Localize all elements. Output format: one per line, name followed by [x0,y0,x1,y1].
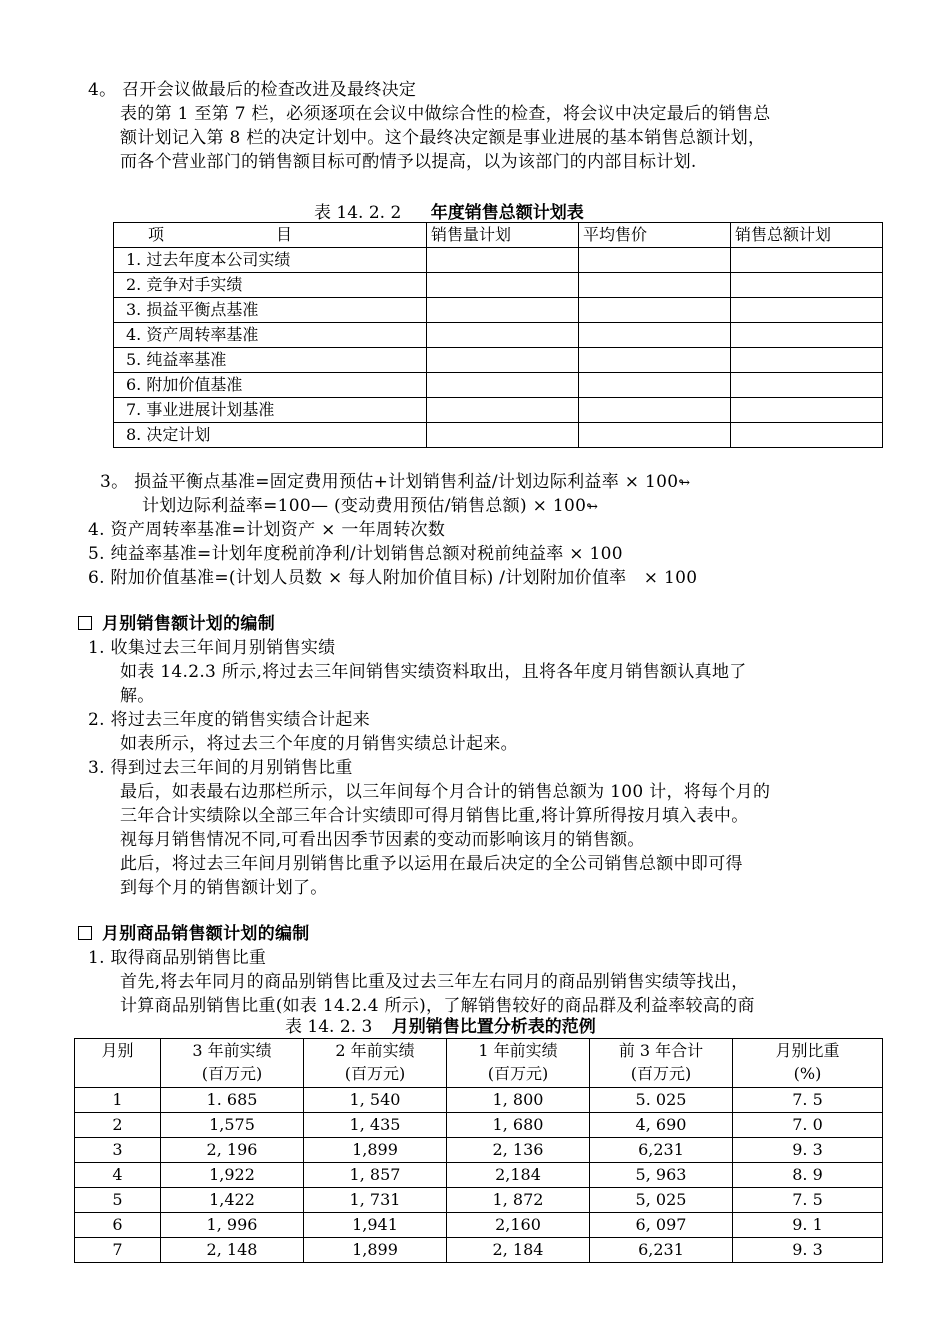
empty-cell [427,323,579,348]
table-header-row [114,223,883,248]
header-cell: 平均售价 [579,223,731,248]
formula-text: 计划边际利益率=100— (变动费用预估/销售总额) × 100 [142,496,587,516]
monthly-item-3-line: 三年合计实绩除以全部三年合计实绩即可得月销售比重,将计算所得按月填入表中。 [120,806,749,826]
row-label: 4. 资产周转率基准 [114,323,427,348]
monthly-heading-text: 月别销售额计划的编制 [102,614,275,634]
value-cell: 9. 1 [733,1213,883,1238]
monthly-item-1: 1. 收集过去三年间月别销售实绩 [88,638,336,658]
empty-cell [731,423,883,448]
row-label: 8. 决定计划 [114,423,427,448]
value-cell: 8. 9 [733,1163,883,1188]
table-row [75,1088,883,1113]
table-row [75,1163,883,1188]
empty-cell [427,423,579,448]
value-cell: 2, 136 [447,1138,590,1163]
table-row [114,298,883,323]
empty-cell [731,273,883,298]
table1-caption-number: 表 14. 2. 2 [314,203,402,223]
header-unit: (百万元) [487,1064,549,1083]
product-heading-text: 月别商品销售额计划的编制 [102,924,310,944]
formula-text: 3。 损益平衡点基准=固定费用预估+计划销售利益/计划边际利益率 × 100 [100,472,679,492]
empty-cell [731,298,883,323]
monthly-item-2: 2. 将过去三年度的销售实绩合计起来 [88,710,371,730]
value-cell: 1, 540 [304,1088,447,1113]
empty-cell [731,373,883,398]
empty-cell [731,398,883,423]
table2-caption-number: 表 14. 2. 3 [285,1017,373,1037]
value-cell: 6,231 [590,1138,733,1163]
checkbox-icon [78,926,92,940]
value-cell: 1, 800 [447,1088,590,1113]
table-row [75,1113,883,1138]
empty-cell [427,273,579,298]
row-label: 1. 过去年度本公司实绩 [114,248,427,273]
table2-caption-title: 月别销售比置分析表的范例 [391,1017,596,1037]
product-item-1: 1. 取得商品别销售比重 [88,948,267,968]
month-cell: 1 [75,1088,161,1113]
monthly-item-3-line: 到每个月的销售额计划了。 [120,878,328,898]
formula-line: 6. 附加价值基准=(计划人员数 × 每人附加价值目标) /计划附加价值率 × 100 [88,568,698,588]
product-item-1-line: 首先,将去年同月的商品别销售比重及过去三年左右同月的商品别销售实绩等找出， [120,972,749,992]
row-label: 5. 纯益率基准 [114,348,427,373]
empty-cell [579,323,731,348]
value-cell: 1, 872 [447,1188,590,1213]
value-cell: 5, 025 [590,1188,733,1213]
value-cell: 5. 025 [590,1088,733,1113]
month-cell: 2 [75,1113,161,1138]
table-row [114,248,883,273]
section-4-line: 而各个营业部门的销售额目标可酌情予以提高，以为该部门的内部目标计划. [120,152,697,172]
formula-line [142,494,598,519]
value-cell: 6, 097 [590,1213,733,1238]
month-cell: 5 [75,1188,161,1213]
table-row [114,323,883,348]
table-row [114,373,883,398]
value-cell: 1, 435 [304,1113,447,1138]
empty-cell [579,423,731,448]
header-unit: (%) [793,1064,822,1083]
table-row [114,398,883,423]
empty-cell [427,398,579,423]
month-cell: 7 [75,1238,161,1263]
loop-arrow-icon: ↬ [586,499,599,515]
table-row [75,1138,883,1163]
header-cell [590,1039,733,1088]
header-unit: (百万元) [201,1064,263,1083]
monthly-item-3-line: 视每月销售情况不同,可看出因季节因素的变动而影响该月的销售额。 [120,830,645,850]
value-cell: 2, 184 [447,1238,590,1263]
row-label: 3. 损益平衡点基准 [114,298,427,323]
empty-cell [427,248,579,273]
month-cell: 6 [75,1213,161,1238]
month-cell: 4 [75,1163,161,1188]
value-cell: 7. 5 [733,1088,883,1113]
table2-caption [285,1016,596,1038]
header-cell [304,1039,447,1088]
empty-cell [731,248,883,273]
empty-cell [731,348,883,373]
value-cell: 6,231 [590,1238,733,1263]
monthly-heading [78,612,275,636]
monthly-item-3-line: 此后，将过去三年间月别销售比重予以运用在最后决定的全公司销售总额中即可得 [120,854,743,874]
value-cell: 4, 690 [590,1113,733,1138]
value-cell: 2,184 [447,1163,590,1188]
annual-sales-plan-table [113,222,883,448]
header-cell [447,1039,590,1088]
row-label: 2. 竞争对手实绩 [114,273,427,298]
section-4-heading: 4。 召开会议做最后的检查改进及最终决定 [88,80,417,100]
loop-arrow-icon: ↬ [678,475,691,491]
row-label: 7. 事业进展计划基准 [114,398,427,423]
value-cell: 9. 3 [733,1238,883,1263]
monthly-item-3: 3. 得到过去三年间的月别销售比重 [88,758,353,778]
value-cell: 1, 996 [161,1213,304,1238]
product-heading [78,922,310,946]
table-row [75,1188,883,1213]
monthly-item-3-line: 最后，如表最右边那栏所示，以三年间每个月合计的销售总额为 100 计，将每个月的 [120,782,771,802]
empty-cell [731,323,883,348]
empty-cell [579,373,731,398]
header-cell [161,1039,304,1088]
header-line: 月别比重 [775,1041,840,1060]
value-cell: 1,899 [304,1238,447,1263]
value-cell: 1,575 [161,1113,304,1138]
header-cell: 销售总额计划 [731,223,883,248]
value-cell: 1,941 [304,1213,447,1238]
row-label: 6. 附加价值基准 [114,373,427,398]
header-line: 3 年前实绩 [192,1041,272,1060]
value-cell: 9. 3 [733,1138,883,1163]
monthly-item-1-line: 解。 [120,686,155,706]
monthly-ratio-table [74,1038,883,1263]
value-cell: 1, 680 [447,1113,590,1138]
value-cell: 1, 731 [304,1188,447,1213]
header-cell: 销售量计划 [427,223,579,248]
table1-caption-title: 年度销售总额计划表 [430,203,584,223]
section-4-line: 表的第 1 至第 7 栏，必须逐项在会议中做综合性的检查，将会议中决定最后的销售总 [120,104,771,124]
empty-cell [579,273,731,298]
month-cell: 3 [75,1138,161,1163]
header-unit: (百万元) [344,1064,406,1083]
value-cell: 1. 685 [161,1088,304,1113]
table1-caption [314,198,584,223]
value-cell: 2, 148 [161,1238,304,1263]
empty-cell [427,348,579,373]
table-row [114,273,883,298]
monthly-item-1-line: 如表 14.2.3 所示,将过去三年间销售实绩资料取出，且将各年度月销售额认真地了 [120,662,747,682]
empty-cell [579,398,731,423]
header-line: 1 年前实绩 [478,1041,558,1060]
monthly-item-2-line: 如表所示，将过去三个年度的月销售实绩总计起来。 [120,734,518,754]
empty-cell [579,248,731,273]
table-row [114,348,883,373]
header-cell: 项 目 [114,223,427,248]
table-row [75,1238,883,1263]
table-header-row [75,1039,883,1088]
header-cell [733,1039,883,1088]
value-cell: 1,422 [161,1188,304,1213]
formula-line [100,470,690,495]
header-unit: (百万元) [630,1064,692,1083]
formula-line: 4. 资产周转率基准=计划资产 × 一年周转次数 [88,520,446,540]
value-cell: 2,160 [447,1213,590,1238]
empty-cell [427,298,579,323]
header-line: 前 3 年合计 [618,1041,704,1060]
header-line: 2 年前实绩 [335,1041,415,1060]
empty-cell [579,298,731,323]
checkbox-icon [78,616,92,630]
table-row [75,1213,883,1238]
section-4-line: 额计划记入第 8 栏的决定计划中。这个最终决定额是事业进展的基本销售总额计划， [120,128,766,148]
value-cell: 7. 5 [733,1188,883,1213]
empty-cell [427,373,579,398]
empty-cell [579,348,731,373]
value-cell: 2, 196 [161,1138,304,1163]
value-cell: 5, 963 [590,1163,733,1188]
value-cell: 7. 0 [733,1113,883,1138]
value-cell: 1,899 [304,1138,447,1163]
header-line: 月别 [101,1041,134,1060]
value-cell: 1,922 [161,1163,304,1188]
formula-line: 5. 纯益率基准=计划年度税前净利/计划销售总额对税前纯益率 × 100 [88,544,623,564]
header-cell [75,1039,161,1088]
value-cell: 1, 857 [304,1163,447,1188]
product-item-1-line: 计算商品别销售比重(如表 14.2.4 所示)，了解销售较好的商品群及利益率较高的商 [120,996,755,1016]
table-row [114,423,883,448]
